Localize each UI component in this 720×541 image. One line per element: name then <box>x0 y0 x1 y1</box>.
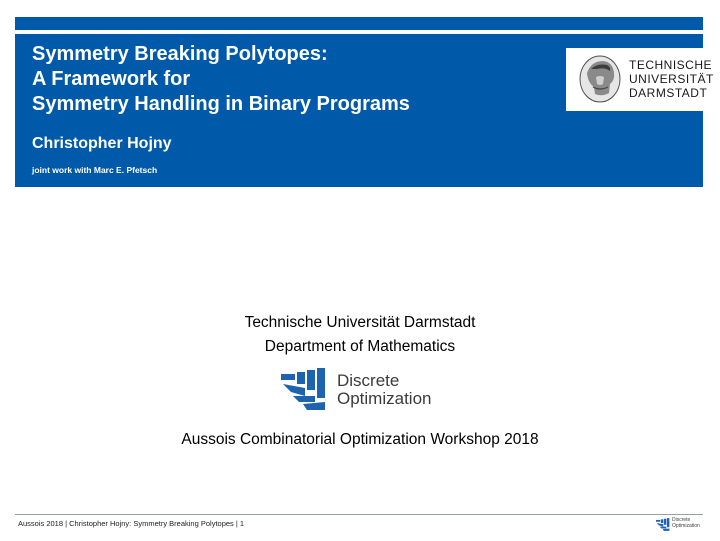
department-name: Department of Mathematics <box>264 338 456 355</box>
footer-logo-line-1: Discrete <box>672 517 691 523</box>
footer-logo-line-2: Optimization <box>672 522 700 529</box>
footer-logo-text <box>672 518 700 529</box>
university-logo-line-1: TECHNISCHE <box>629 58 713 72</box>
event-name: Aussois Combinatorial Optimization Workshop 2018 <box>181 431 539 448</box>
title-header <box>15 34 714 187</box>
discrete-optimization-line-2: Optimization <box>337 389 432 408</box>
institution-name: Technische Universität Darmstadt <box>244 314 476 331</box>
top-accent-bar <box>15 17 703 30</box>
university-logo <box>566 48 714 111</box>
footer-discrete-optimization-icon <box>656 518 670 531</box>
discrete-optimization-logo-icon <box>281 368 327 410</box>
title-line-3: Symmetry Handling in Binary Programs <box>32 93 410 115</box>
footer-text: Aussois 2018 | Christopher Hojny: Symmetry Breaking Polytopes | 1 <box>18 519 245 528</box>
title-line-2: A Framework for <box>32 68 191 90</box>
discrete-optimization-line-1: Discrete <box>337 371 400 390</box>
coauthor-note: joint work with Marc E. Pfetsch <box>32 165 158 175</box>
athena-seal-icon <box>577 53 623 105</box>
university-logo-line-3: DARMSTADT <box>629 86 708 100</box>
author-name: Christopher Hojny <box>32 135 172 152</box>
footer-divider <box>15 514 703 515</box>
discrete-optimization-logo-text <box>337 372 431 408</box>
university-logo-text <box>629 58 714 100</box>
university-logo-line-2: UNIVERSITÄT <box>629 72 714 86</box>
title-line-1: Symmetry Breaking Polytopes: <box>32 43 328 65</box>
